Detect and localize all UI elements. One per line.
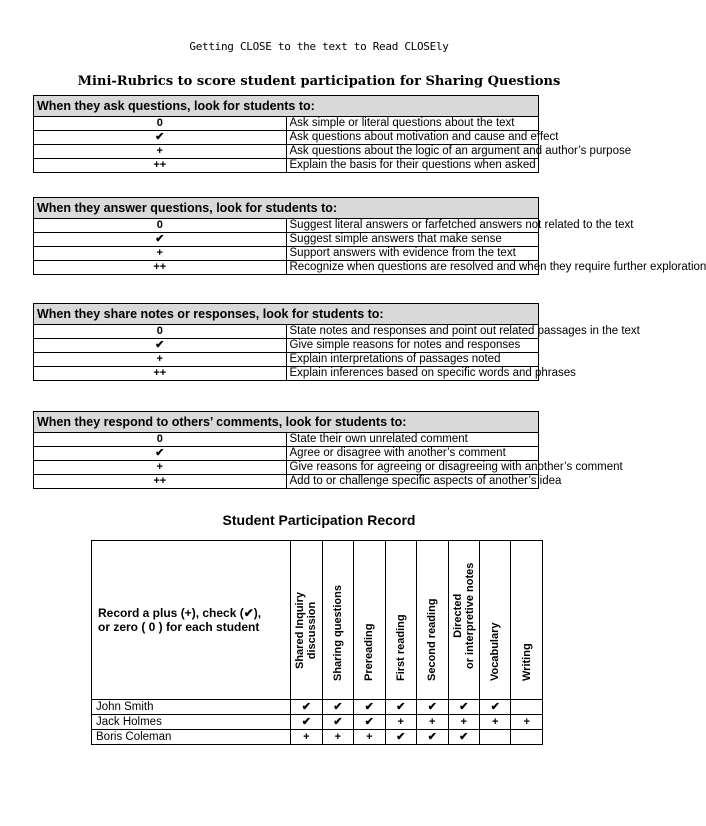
mark-cell: ✔ — [417, 700, 448, 715]
record-instruction — [92, 541, 291, 700]
rubric-symbol: ++ — [34, 159, 287, 173]
rubric-heading: When they respond to others’ comments, look for students to: — [34, 412, 539, 433]
rubric-row — [34, 159, 539, 173]
col-label: Directed — [451, 593, 464, 638]
record-instruction-line1: Record a plus (+), check (✔), — [98, 606, 262, 620]
rubric-row — [34, 433, 539, 447]
rubric-symbol: + — [34, 353, 287, 367]
col-label: discussion — [306, 601, 319, 660]
col-header-vocabulary — [479, 541, 510, 700]
col-label: or interpretive notes — [463, 562, 476, 669]
rubric-text: Ask questions about the logic of an argument and author’s purpose — [286, 145, 539, 159]
mark-cell: + — [354, 730, 385, 745]
mark-cell: ✔ — [354, 715, 385, 730]
rubric-symbol: + — [34, 145, 287, 159]
mark-cell: ✔ — [385, 700, 416, 715]
col-label: Vocabulary — [489, 622, 502, 681]
mark-cell: ✔ — [322, 700, 353, 715]
rubric-symbol: ✔ — [34, 131, 287, 145]
rubric-row — [34, 233, 539, 247]
rubric-row — [34, 145, 539, 159]
rubric-row — [34, 447, 539, 461]
rubric-ask-questions — [33, 95, 632, 173]
rubric-symbol: ++ — [34, 367, 287, 381]
subtitle: Mini-Rubrics to score student participation for Sharing Questions — [77, 74, 561, 89]
rubric-row — [34, 367, 539, 381]
rubric-symbol: 0 — [34, 219, 287, 233]
rubric-text: Explain the basis for their questions when asked — [286, 159, 539, 173]
rubric-text: State their own unrelated comment — [286, 433, 539, 447]
col-header-shared-inquiry — [291, 541, 322, 700]
rubric-row — [34, 247, 539, 261]
mark-cell: ✔ — [291, 715, 322, 730]
mark-cell: ✔ — [385, 730, 416, 745]
rubric-text: Support answers with evidence from the text — [286, 247, 539, 261]
rubric-row — [34, 461, 539, 475]
mark-cell — [511, 730, 543, 745]
col-header-first-reading — [385, 541, 416, 700]
mark-cell: + — [448, 715, 479, 730]
rubric-symbol: ✔ — [34, 447, 287, 461]
rubric-symbol: 0 — [34, 325, 287, 339]
rubric-row — [34, 219, 539, 233]
rubric-row — [34, 261, 539, 275]
col-header-second-reading — [417, 541, 448, 700]
rubric-symbol: ✔ — [34, 233, 287, 247]
mark-cell: + — [385, 715, 416, 730]
mark-cell — [511, 700, 543, 715]
col-label: Prereading — [363, 623, 376, 681]
col-label: Shared Inquiry — [294, 591, 307, 669]
rubric-symbol: 0 — [34, 117, 287, 131]
rubric-text: Ask simple or literal questions about the text — [286, 117, 539, 131]
student-row — [92, 700, 543, 715]
col-label: Sharing questions — [331, 585, 344, 681]
col-label: First reading — [394, 614, 407, 681]
mark-cell: ✔ — [354, 700, 385, 715]
rubric-text: Give reasons for agreeing or disagreeing with another’s comment — [286, 461, 539, 475]
rubric-text: Ask questions about motivation and cause and effect — [286, 131, 539, 145]
rubric-row — [34, 475, 539, 489]
rubric-text: Suggest simple answers that make sense — [286, 233, 539, 247]
rubric-respond-comments — [33, 411, 623, 489]
mark-cell: ✔ — [448, 730, 479, 745]
rubric-share-notes — [33, 303, 640, 381]
mark-cell: + — [479, 715, 510, 730]
record-instruction-line2: or zero ( 0 ) for each student — [98, 620, 260, 634]
record-title: Student Participation Record — [222, 512, 416, 528]
mark-cell: + — [511, 715, 543, 730]
student-row — [92, 730, 543, 745]
doc-title: Getting CLOSE to the text to Read CLOSEly — [189, 40, 449, 53]
rubric-text: State notes and responses and point out related passages in the text — [286, 325, 539, 339]
rubric-row — [34, 117, 539, 131]
mark-cell — [479, 730, 510, 745]
mark-cell: ✔ — [417, 730, 448, 745]
mark-cell: ✔ — [479, 700, 510, 715]
rubric-text: Suggest literal answers or farfetched answers not related to the text — [286, 219, 539, 233]
student-row — [92, 715, 543, 730]
rubric-row — [34, 353, 539, 367]
rubric-text: Explain interpretations of passages noted — [286, 353, 539, 367]
rubric-symbol: ✔ — [34, 339, 287, 353]
rubric-row — [34, 131, 539, 145]
rubric-text: Explain inferences based on specific words and phrases — [286, 367, 539, 381]
rubric-text: Recognize when questions are resolved and when they require further exploration — [286, 261, 539, 275]
col-label: Second reading — [426, 598, 439, 681]
col-header-writing — [511, 541, 543, 700]
rubric-symbol: ++ — [34, 261, 287, 275]
participation-record-table — [91, 540, 543, 745]
mark-cell: + — [291, 730, 322, 745]
rubric-symbol: ++ — [34, 475, 287, 489]
student-name: Boris Coleman — [92, 730, 291, 745]
col-label: Writing — [520, 643, 533, 681]
rubric-text: Add to or challenge specific aspects of another’s idea — [286, 475, 539, 489]
mark-cell: ✔ — [322, 715, 353, 730]
rubric-symbol: 0 — [34, 433, 287, 447]
rubric-row — [34, 325, 539, 339]
mark-cell: + — [322, 730, 353, 745]
mark-cell: ✔ — [448, 700, 479, 715]
mark-cell: + — [417, 715, 448, 730]
student-name: John Smith — [92, 700, 291, 715]
rubric-symbol: + — [34, 247, 287, 261]
rubric-heading: When they answer questions, look for students to: — [34, 198, 539, 219]
rubric-heading: When they share notes or responses, look for students to: — [34, 304, 539, 325]
rubric-heading: When they ask questions, look for students to: — [34, 96, 539, 117]
student-name: Jack Holmes — [92, 715, 291, 730]
rubric-row — [34, 339, 539, 353]
col-header-directed-notes — [448, 541, 479, 700]
rubric-text: Agree or disagree with another’s comment — [286, 447, 539, 461]
rubric-symbol: + — [34, 461, 287, 475]
rubric-answer-questions — [33, 197, 706, 275]
mark-cell: ✔ — [291, 700, 322, 715]
col-header-sharing-questions — [322, 541, 353, 700]
rubric-text: Give simple reasons for notes and responses — [286, 339, 539, 353]
col-header-prereading — [354, 541, 385, 700]
